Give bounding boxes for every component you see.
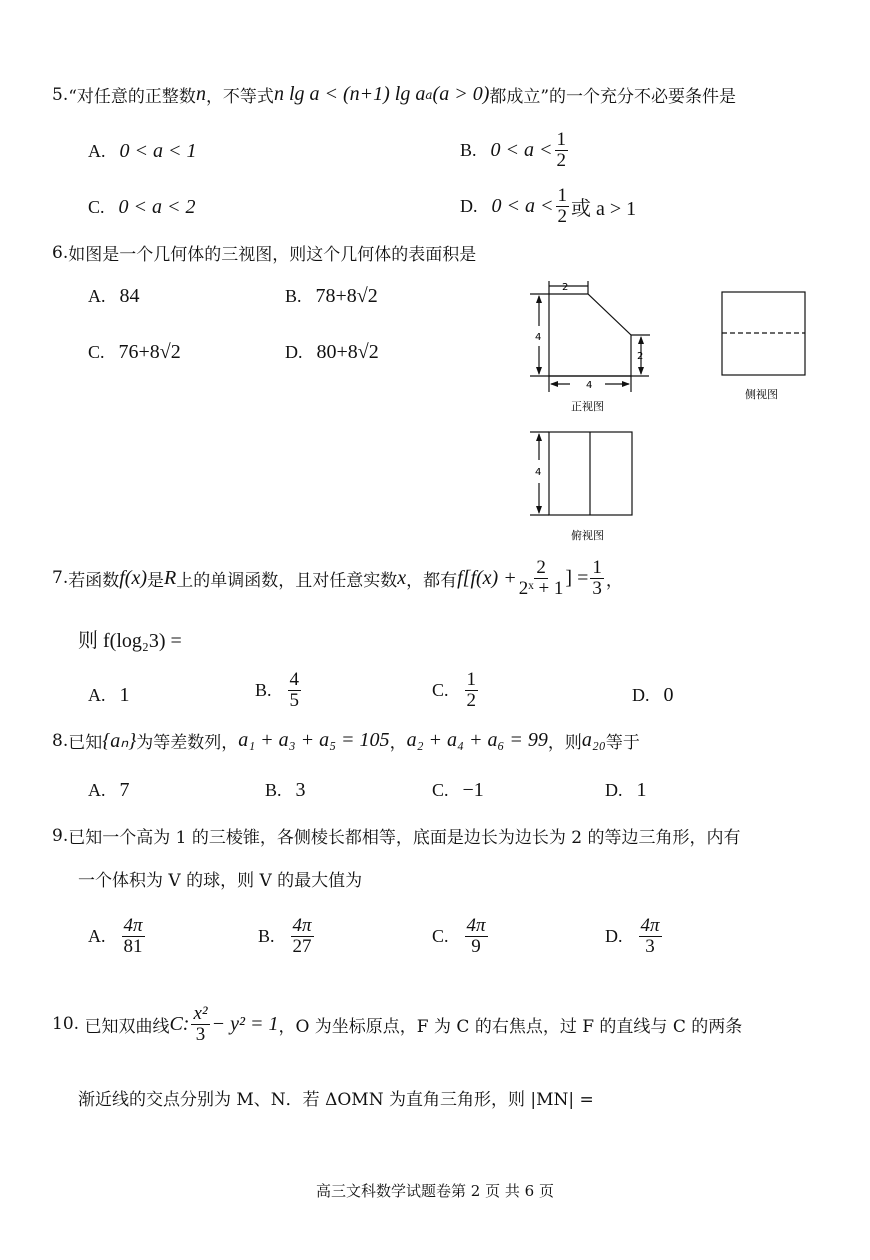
question-number: 8. [52, 730, 69, 751]
stem-text: ，都有 [406, 570, 458, 591]
three-view-figure [0, 0, 870, 560]
question-number: 7. [52, 568, 69, 589]
option-text: 1 [636, 779, 647, 801]
stem-text: 为等差数列， [136, 733, 239, 753]
option-label: D. [632, 685, 650, 705]
math-var: x [397, 566, 407, 589]
stem-text: 都成立”的一个充分不必要条件是 [489, 87, 737, 107]
fraction [465, 916, 488, 957]
footer-text: 高三文科数学试题卷第 2 页 共 6 页 [316, 1182, 554, 1200]
option-label: C. [432, 679, 449, 700]
math-expression: a₂₀ [581, 729, 606, 751]
option-label: D. [285, 342, 303, 362]
option-text: 78+8√2 [315, 285, 378, 307]
option-label: D. [605, 925, 623, 946]
option-text: 或 a > 1 [571, 197, 637, 220]
dimension-label: 2 [637, 351, 644, 362]
dimension-label: 4 [535, 332, 542, 343]
option-d [632, 684, 674, 707]
option-label: C. [88, 342, 105, 362]
question-7-line2 [78, 624, 182, 653]
question-9-line2 [78, 866, 362, 891]
denominator: 2 [556, 149, 567, 171]
option-a [88, 684, 130, 707]
denominator: 3 [195, 1023, 206, 1045]
top-view-label: 俯视图 [571, 529, 604, 542]
stem-text: “对任意的正整数 [68, 87, 196, 107]
fraction [519, 558, 564, 599]
option-label: D. [460, 195, 478, 216]
question-10-stem [52, 1004, 742, 1045]
option-label: A. [88, 286, 106, 306]
math-var: n [195, 83, 206, 105]
option-text: 0 < a < 1 [119, 140, 197, 162]
numerator: 4π [640, 915, 660, 936]
math-var: C: [169, 1012, 190, 1035]
option-d [605, 916, 664, 957]
math-var: R [164, 566, 177, 589]
math-sup: a [425, 87, 433, 102]
option-text: 0 < a < [490, 138, 553, 161]
option-d [605, 779, 647, 802]
math-expression: f(x) [119, 566, 147, 589]
stem-text: 已知 [68, 733, 103, 753]
stem-text: 上的单调函数，且对任意实数 [176, 570, 398, 591]
option-c [432, 670, 480, 711]
math-expression: a₁ + a₃ + a₅ = 105 [238, 729, 390, 751]
stem-text: ， [389, 733, 407, 753]
option-c [432, 916, 490, 957]
fraction [291, 916, 314, 957]
math-expression: − y² = 1 [211, 1012, 279, 1035]
question-7-stem [52, 558, 623, 599]
stem-text: 一个体积为 V 的球，则 V 的最大值为 [78, 871, 363, 891]
dimension-label: 4 [535, 467, 542, 478]
math-condition: (a > 0) [432, 83, 490, 105]
option-text: 3 [295, 779, 306, 801]
denominator: 2 [557, 205, 567, 227]
option-c [432, 779, 484, 802]
math-expression: f[f(x) + [457, 566, 517, 589]
numerator: 4 [289, 669, 300, 690]
math-expression: n lg a < (n+1) lg a [273, 83, 426, 105]
math-expression: 则 f(log₂3) = [78, 630, 182, 652]
fraction [590, 558, 604, 599]
option-label: B. [258, 925, 275, 946]
option-text: 0 < a < 2 [118, 196, 196, 218]
denominator: 81 [123, 935, 143, 957]
question-number: 5. [52, 84, 69, 105]
denominator: 27 [292, 935, 312, 957]
fraction [122, 916, 145, 957]
numerator: 2 [536, 557, 546, 578]
option-b [265, 779, 306, 802]
question-number: 10. [52, 1014, 80, 1035]
math-expression: ] = [565, 566, 589, 589]
option-label: A. [88, 141, 106, 161]
stem-text: ， [605, 570, 623, 591]
question-number: 6. [52, 242, 69, 263]
stem-text: 已知一个高为 1 的三棱锥，各侧棱长都相等，底面是边长为边长为 2 的等边三角形，内有 [68, 828, 741, 848]
numerator: 4π [466, 915, 486, 936]
option-label: A. [88, 925, 106, 946]
option-text: 0 [663, 684, 674, 706]
fraction [288, 670, 302, 711]
option-label: C. [432, 780, 449, 800]
denominator: 2ˣ + 1 [518, 577, 564, 599]
option-b [258, 916, 316, 957]
question-10-line2 [78, 1085, 594, 1110]
stem-text: 渐近线的交点分别为 M、N．若 ΔOMN 为直角三角形，则 |MN| = [78, 1090, 594, 1110]
option-label: A. [88, 780, 106, 800]
math-expression: a₂ + a₄ + a₆ = 99 [406, 729, 548, 751]
option-text: 0 < a < [491, 194, 554, 217]
option-text: 76+8√2 [118, 341, 181, 363]
stem-text: 如图是一个几何体的三视图，则这个几何体的表面积是 [68, 245, 477, 265]
stem-text: 等于 [605, 733, 640, 753]
page-footer [0, 1180, 870, 1201]
option-text: 1 [119, 684, 130, 706]
fraction [191, 1004, 209, 1045]
numerator: 1 [557, 185, 567, 206]
fraction [639, 916, 662, 957]
side-view-label: 侧视图 [745, 388, 778, 401]
math-expression: {aₙ} [102, 730, 137, 752]
option-text: −1 [462, 779, 484, 801]
numerator: x² [193, 1003, 208, 1024]
numerator: 4π [123, 915, 143, 936]
option-label: B. [255, 679, 272, 700]
denominator: 9 [471, 935, 481, 957]
denominator: 3 [645, 935, 655, 957]
option-label: A. [88, 685, 106, 705]
question-9-stem [52, 823, 740, 848]
numerator: 1 [556, 129, 567, 150]
stem-text: ，则 [547, 733, 582, 753]
numerator: 4π [292, 915, 312, 936]
option-label: B. [460, 139, 477, 160]
stem-text: ，不等式 [205, 87, 274, 107]
denominator: 3 [592, 577, 602, 599]
option-text: 7 [119, 779, 130, 801]
question-number: 9. [52, 825, 69, 846]
numerator: 1 [592, 557, 602, 578]
front-view-label: 正视图 [571, 400, 604, 413]
option-text: 80+8√2 [316, 341, 379, 363]
option-label: C. [88, 197, 105, 217]
option-label: B. [285, 286, 302, 306]
stem-text: 已知双曲线 [84, 1016, 170, 1037]
dimension-label: 4 [586, 380, 593, 391]
option-label: B. [265, 780, 282, 800]
option-a [88, 779, 130, 802]
option-a [88, 916, 147, 957]
question-8-stem [52, 728, 640, 753]
numerator: 1 [466, 669, 477, 690]
dimension-label: 2 [562, 282, 569, 293]
front-view-outline [549, 294, 631, 376]
stem-text: ，O 为坐标原点，F 为 C 的右焦点，过 F 的直线与 C 的两条 [278, 1016, 743, 1037]
option-b [255, 670, 303, 711]
stem-text: 是 [147, 570, 164, 591]
option-label: D. [605, 780, 623, 800]
option-label: C. [432, 925, 449, 946]
denominator: 2 [466, 689, 477, 711]
option-text: 84 [119, 285, 140, 307]
fraction [465, 670, 479, 711]
denominator: 5 [289, 689, 300, 711]
stem-text: 若函数 [68, 570, 120, 591]
